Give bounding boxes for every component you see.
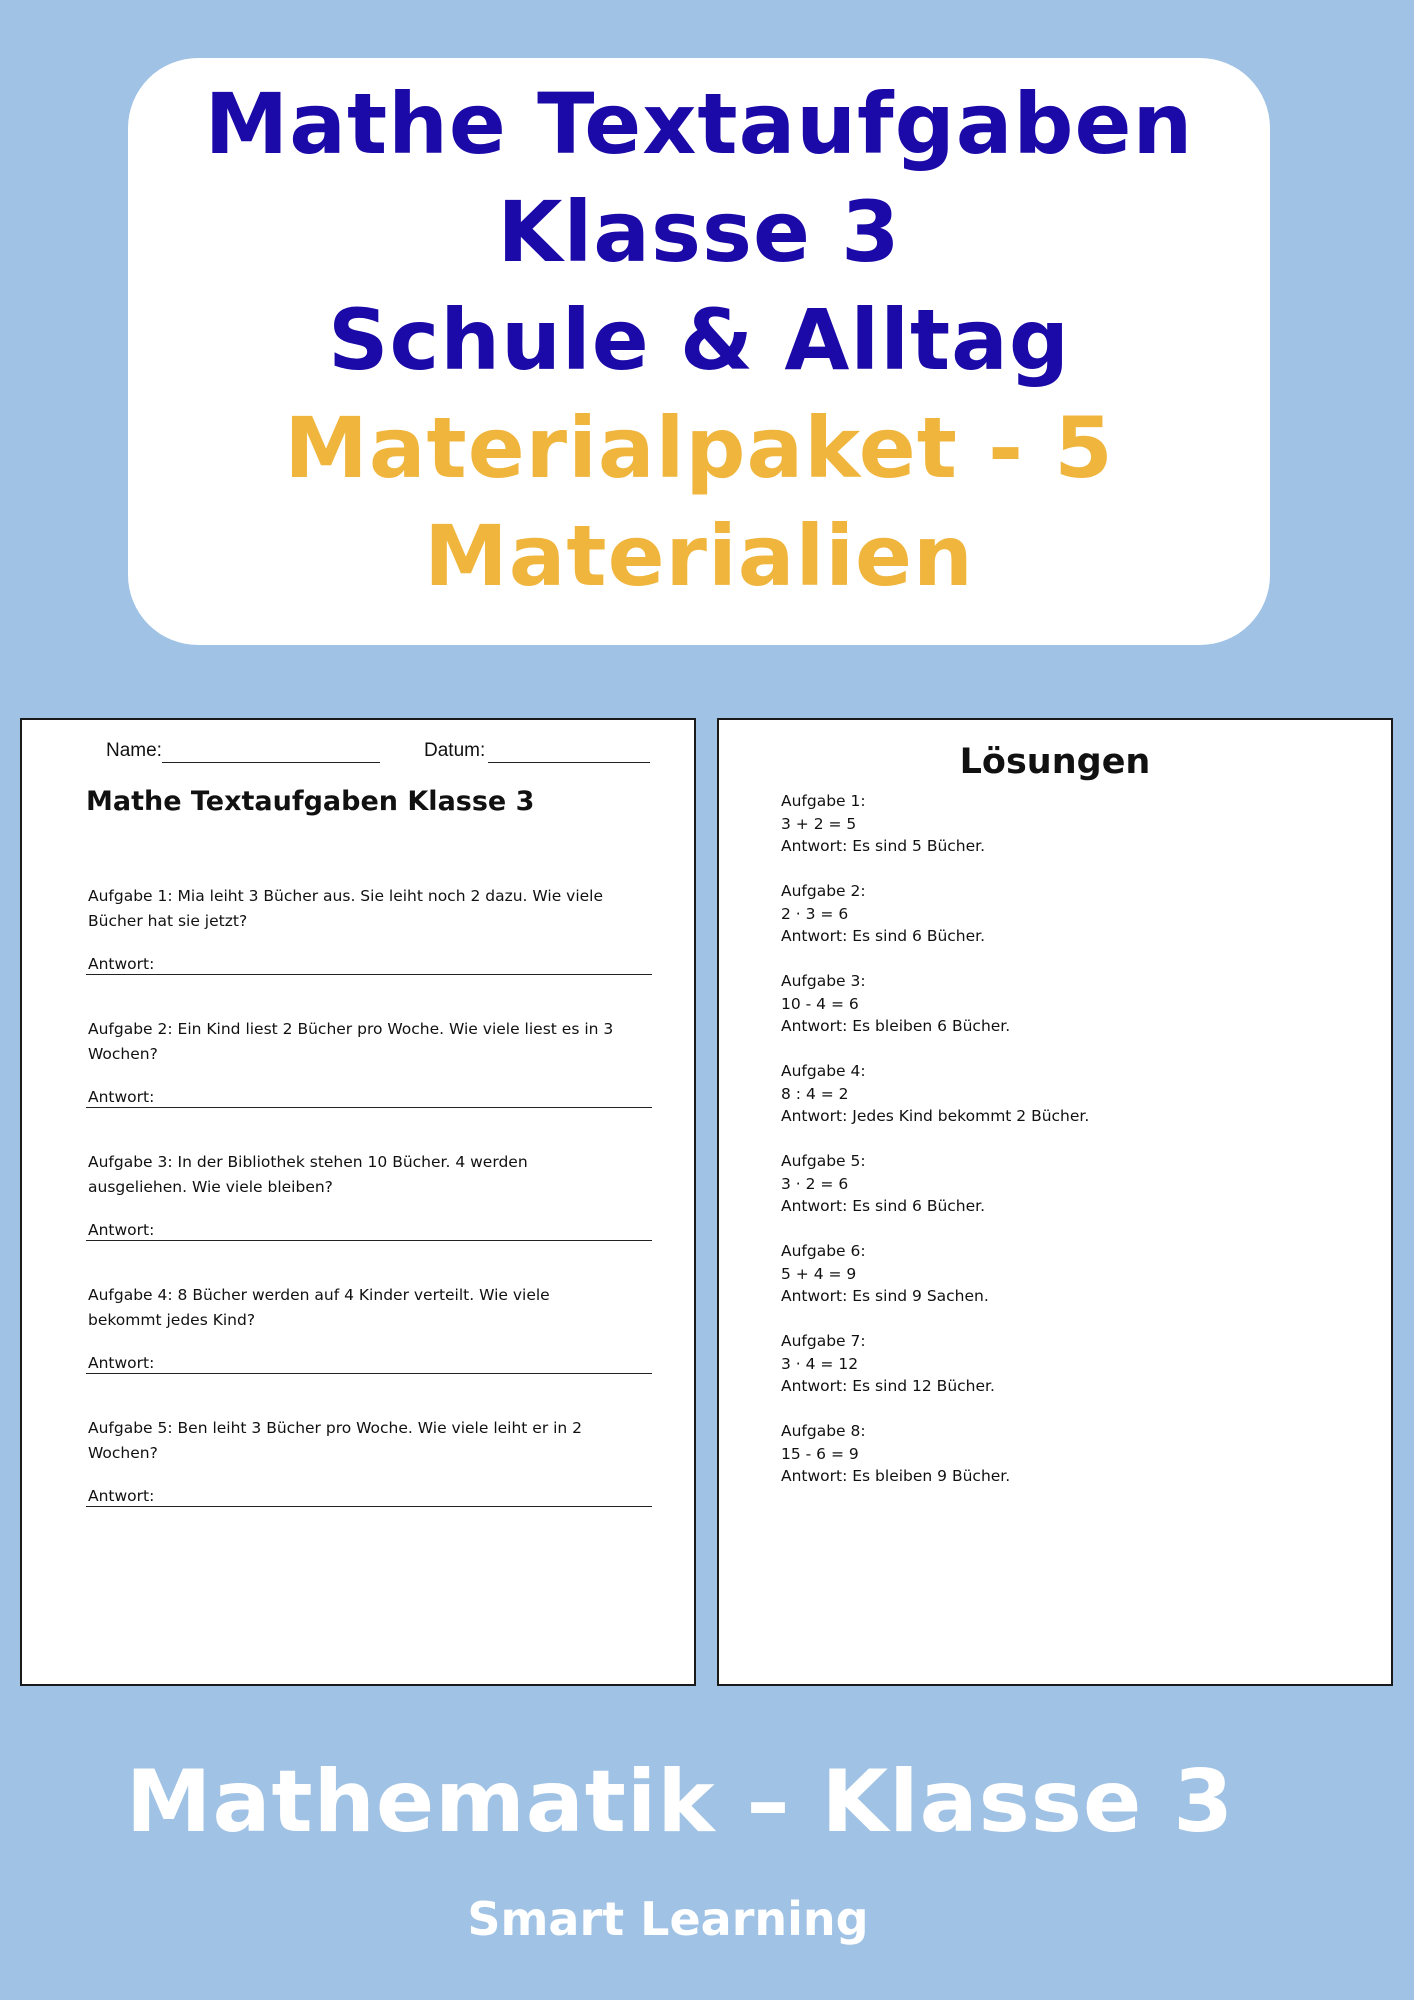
solution-7	[781, 1330, 1089, 1398]
footer-subtitle: Smart Learning	[467, 1892, 869, 1946]
solution-6	[781, 1240, 1089, 1308]
solution-answer: Antwort: Es sind 5 Bücher.	[781, 837, 986, 855]
answer-label: Antwort:	[88, 1088, 155, 1106]
answer-line	[86, 952, 652, 975]
title-card	[128, 58, 1270, 645]
solution-label: Aufgabe 5:	[781, 1152, 866, 1170]
solution-4	[781, 1060, 1089, 1128]
solution-label: Aufgabe 4:	[781, 1062, 866, 1080]
task-text: Aufgabe 3: In der Bibliothek stehen 10 Bücher. 4 werden ausgeliehen. Wie viele bleiben?	[88, 1153, 528, 1196]
task-text: Aufgabe 1: Mia leiht 3 Bücher aus. Sie leiht noch 2 dazu. Wie viele Bücher hat sie jetzt?	[88, 887, 604, 930]
answer-label: Antwort:	[88, 955, 155, 973]
solution-equation: 3 + 2 = 5	[781, 814, 857, 833]
solutions-preview	[717, 718, 1393, 1686]
solution-answer: Antwort: Es bleiben 6 Bücher.	[781, 1017, 1011, 1035]
task-3	[88, 1150, 648, 1239]
answer-line	[86, 1351, 652, 1374]
title-line-1: Mathe Textaufgaben	[204, 75, 1194, 173]
solution-1	[781, 790, 1089, 858]
solution-answer: Antwort: Es sind 6 Bücher.	[781, 1197, 986, 1215]
title-line-3: Schule & Alltag	[328, 291, 1070, 389]
solutions-title: Lösungen	[959, 742, 1151, 782]
name-date-row	[22, 740, 694, 770]
answer-label: Antwort:	[88, 1354, 155, 1372]
solution-answer: Antwort: Es sind 6 Bücher.	[781, 927, 986, 945]
solution-equation: 15 - 6 = 9	[781, 1444, 859, 1463]
name-label: Name:	[106, 740, 162, 761]
solution-3	[781, 970, 1089, 1038]
worksheet-preview	[20, 718, 696, 1686]
solution-answer: Antwort: Es bleiben 9 Bücher.	[781, 1467, 1011, 1485]
task-4	[88, 1283, 648, 1372]
solutions-list	[781, 790, 1089, 1510]
solution-equation: 3 · 2 = 6	[781, 1174, 849, 1193]
task-text: Aufgabe 5: Ben leiht 3 Bücher pro Woche. Wie viele leiht er in 2 Wochen?	[88, 1419, 583, 1462]
worksheet-title: Mathe Textaufgaben Klasse 3	[86, 786, 535, 817]
solution-5	[781, 1150, 1089, 1218]
title-line-2: Klasse 3	[497, 183, 901, 281]
date-label: Datum:	[424, 740, 486, 761]
solution-2	[781, 880, 1089, 948]
solution-8	[781, 1420, 1089, 1488]
answer-line	[86, 1085, 652, 1108]
solution-answer: Antwort: Jedes Kind bekommt 2 Bücher.	[781, 1107, 1090, 1125]
task-1	[88, 884, 648, 973]
task-text: Aufgabe 2: Ein Kind liest 2 Bücher pro Woche. Wie viele liest es in 3 Wochen?	[88, 1020, 614, 1063]
solution-equation: 3 · 4 = 12	[781, 1354, 859, 1373]
solution-answer: Antwort: Es sind 12 Bücher.	[781, 1377, 995, 1395]
answer-label: Antwort:	[88, 1221, 155, 1239]
solution-label: Aufgabe 1:	[781, 792, 866, 810]
name-line	[162, 762, 380, 763]
task-2	[88, 1017, 648, 1106]
solution-equation: 2 · 3 = 6	[781, 904, 849, 923]
solution-label: Aufgabe 2:	[781, 882, 866, 900]
solution-label: Aufgabe 6:	[781, 1242, 866, 1260]
footer-title: Mathematik – Klasse 3	[125, 1752, 1235, 1852]
solution-label: Aufgabe 3:	[781, 972, 866, 990]
solution-equation: 8 : 4 = 2	[781, 1084, 849, 1103]
solution-label: Aufgabe 8:	[781, 1422, 866, 1440]
solution-label: Aufgabe 7:	[781, 1332, 866, 1350]
subtitle-line-2: Materialien	[424, 507, 974, 605]
date-line	[488, 762, 650, 763]
solution-equation: 10 - 4 = 6	[781, 994, 859, 1013]
task-text: Aufgabe 4: 8 Bücher werden auf 4 Kinder verteilt. Wie viele bekommt jedes Kind?	[88, 1286, 550, 1329]
answer-label: Antwort:	[88, 1487, 155, 1505]
subtitle-line-1: Materialpaket - 5	[284, 399, 1114, 497]
solution-answer: Antwort: Es sind 9 Sachen.	[781, 1287, 989, 1305]
answer-line	[86, 1484, 652, 1507]
task-5	[88, 1416, 648, 1505]
solution-equation: 5 + 4 = 9	[781, 1264, 857, 1283]
answer-line	[86, 1218, 652, 1241]
